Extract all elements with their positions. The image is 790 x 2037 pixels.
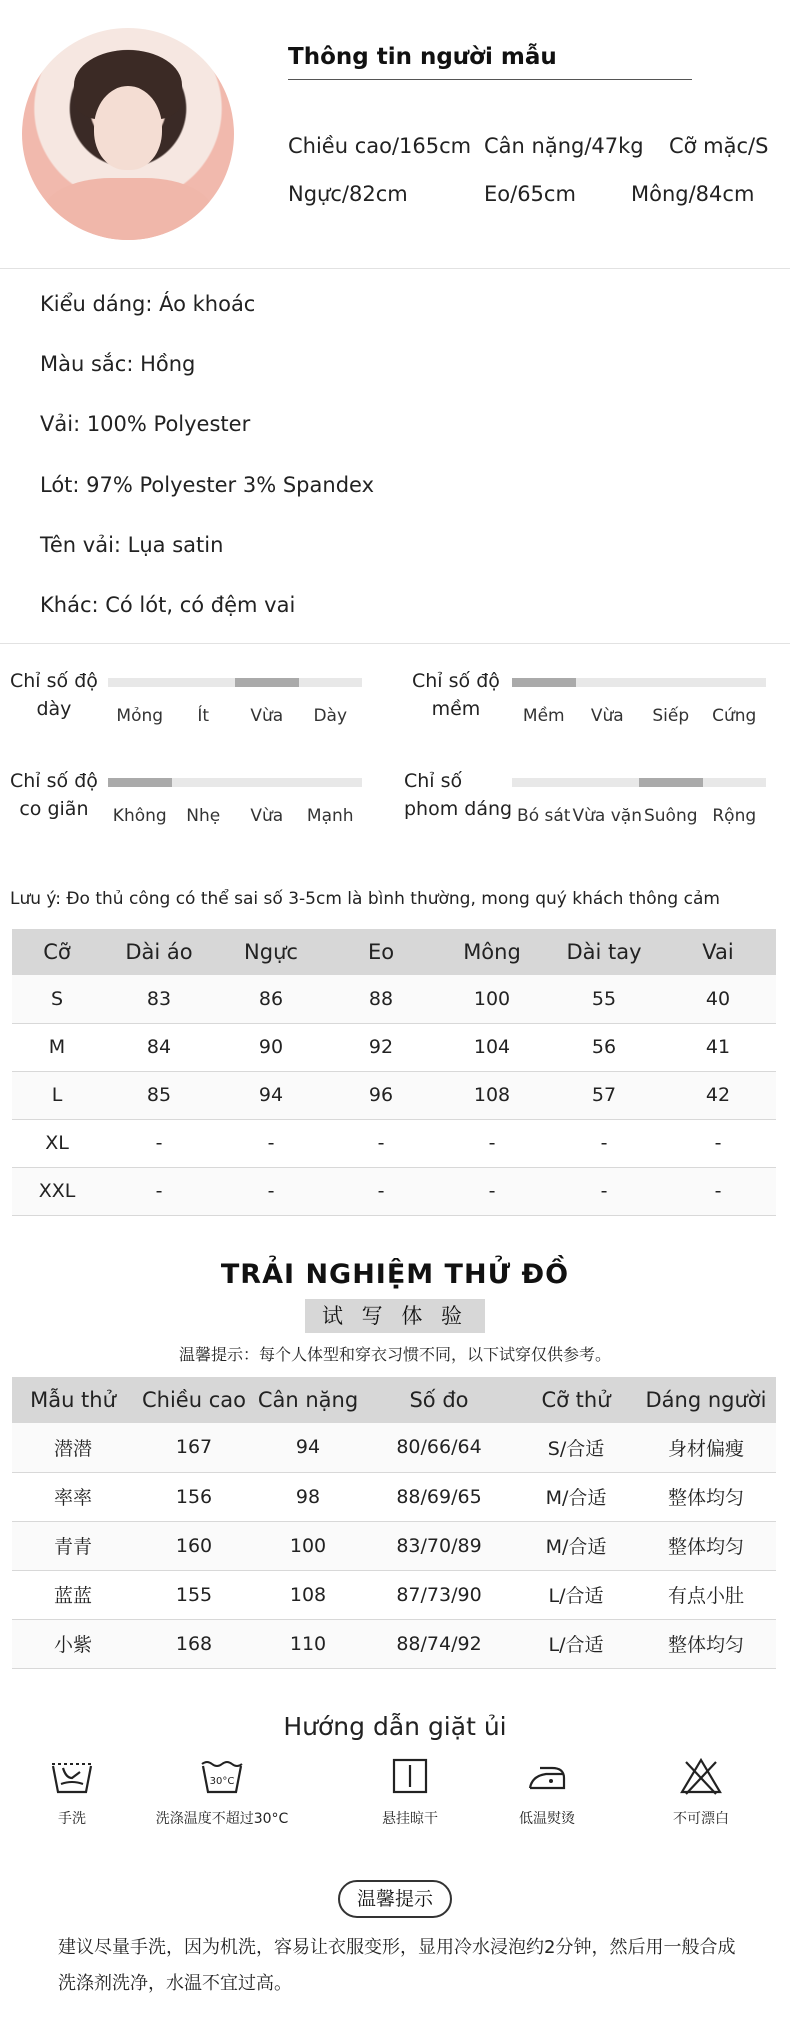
tip-text: 建议尽量手洗，因为机洗，容易让衣服变形，显用冷水浸泡约2分钟，然后用一般合成洗涤剂洗净，水温不宜过高。: [58, 1937, 736, 1994]
size-table-cell: 108: [436, 1071, 548, 1119]
tryon-table-cell: 身材偏瘦: [636, 1423, 776, 1472]
tryon-table-cell: 155: [134, 1570, 254, 1619]
size-table-cell: M: [12, 1023, 102, 1071]
gauge-selected-segment: [639, 778, 703, 787]
gauge-label-line2: dày: [36, 698, 72, 720]
tryon-table-cell: 94: [254, 1423, 362, 1472]
model-bust: Ngực/82cm: [288, 182, 408, 206]
attr-lining: Lót: 97% Polyester 3% Spandex: [40, 473, 375, 497]
gauge-selected-segment: [108, 778, 172, 787]
size-table-cell: 88: [326, 975, 436, 1023]
washing-title: Hướng dẫn giặt ủi: [283, 1712, 507, 1741]
gauge-option: Không: [112, 806, 167, 826]
section-divider: [0, 643, 790, 644]
hand-wash-icon: [49, 1756, 95, 1796]
wash-label-iron: 低温熨烫: [519, 1811, 575, 1827]
wash-label-hand: 手洗: [58, 1811, 86, 1827]
model-avatar: [22, 28, 234, 240]
size-table-cell: -: [216, 1119, 326, 1167]
gauge-track: [108, 778, 362, 787]
size-table-cell: -: [436, 1119, 548, 1167]
size-table-cell: XL: [12, 1119, 102, 1167]
size-table-cell: -: [326, 1167, 436, 1215]
gauge-label-line1: Chỉ số độ: [412, 670, 500, 692]
gauge-label-line2: mềm: [431, 698, 481, 720]
tryon-table-row: [12, 1570, 776, 1619]
tryon-table-cell: 有点小肚: [636, 1570, 776, 1619]
wash-item-iron: [477, 1756, 617, 1828]
size-table-header-cell: Mông: [436, 929, 548, 975]
gauge-option: Vừa vặn: [572, 806, 642, 826]
model-height: Chiều cao/165cm: [288, 134, 472, 158]
size-table-cell: -: [436, 1167, 548, 1215]
tryon-table-header-cell: Dáng người: [636, 1377, 776, 1423]
attr-other: Khác: Có lót, có đệm vai: [40, 593, 296, 617]
gauge-track: [108, 678, 362, 687]
tryon-table-cell: 青青: [12, 1521, 134, 1570]
gauge-option: Ít: [197, 706, 210, 726]
size-table-cell: 55: [548, 975, 660, 1023]
gauge-label: [10, 667, 98, 723]
size-table-row: [12, 975, 776, 1023]
gauge-option: Cứng: [712, 706, 757, 726]
size-table-cell: XXL: [12, 1167, 102, 1215]
size-table-cell: -: [548, 1167, 660, 1215]
size-table-cell: 85: [102, 1071, 216, 1119]
model-info-title: Thông tin người mẫu: [288, 44, 557, 70]
tryon-table-cell: 87/73/90: [362, 1570, 516, 1619]
tryon-table-cell: 168: [134, 1619, 254, 1668]
size-table-row: [12, 1071, 776, 1119]
gauge-option: Vừa: [250, 806, 284, 826]
tryon-table-header-cell: Chiều cao: [134, 1377, 254, 1423]
tryon-table-cell: M/合适: [516, 1472, 636, 1521]
gauge-label-line2: phom dáng: [404, 798, 513, 820]
low-iron-icon: [524, 1756, 570, 1796]
tryon-table-cell: 潜潜: [12, 1423, 134, 1472]
tryon-table-cell: L/合适: [516, 1570, 636, 1619]
tryon-table-cell: 蓝蓝: [12, 1570, 134, 1619]
gauge-option: Mạnh: [306, 806, 354, 826]
size-table-cell: -: [216, 1167, 326, 1215]
avatar-jacket: [42, 178, 214, 240]
size-table-cell: 84: [102, 1023, 216, 1071]
model-hip: Mông/84cm: [631, 182, 755, 206]
tryon-table-header-cell: Số đo: [362, 1377, 516, 1423]
tryon-table-cell: 110: [254, 1619, 362, 1668]
tryon-table-cell: 80/66/64: [362, 1423, 516, 1472]
tryon-table-cell: 83/70/89: [362, 1521, 516, 1570]
gauge-option: Suông: [643, 806, 698, 826]
size-table-cell: 104: [436, 1023, 548, 1071]
model-size: Cỡ mặc/S: [669, 134, 769, 158]
tryon-table-cell: 88/69/65: [362, 1472, 516, 1521]
size-table-header-cell: Cỡ: [12, 929, 102, 975]
size-table-cell: 92: [326, 1023, 436, 1071]
attr-style: Kiểu dáng: Áo khoác: [40, 292, 256, 316]
size-table-cell: -: [326, 1119, 436, 1167]
gauge-option: Nhẹ: [186, 806, 221, 826]
size-table-header-cell: Dài áo: [102, 929, 216, 975]
gauge-label-line2: co giãn: [19, 798, 89, 820]
size-table-cell: -: [102, 1119, 216, 1167]
model-waist: Eo/65cm: [484, 182, 576, 206]
tryon-table-row: [12, 1521, 776, 1570]
model-info-section: [0, 0, 790, 268]
gauge-option: Bó sát: [517, 806, 571, 826]
size-table: [12, 929, 776, 1216]
size-table-header-cell: Vai: [660, 929, 776, 975]
wash-label-30: 洗涤温度不超过30°C: [155, 1811, 289, 1827]
size-table-cell: -: [660, 1119, 776, 1167]
wash-label-hang: 悬挂晾干: [382, 1811, 438, 1827]
gauge-track: [512, 678, 766, 687]
tryon-table-header-cell: Cân nặng: [254, 1377, 362, 1423]
gauge-selected-segment: [512, 678, 576, 687]
tryon-table-cell: S/合适: [516, 1423, 636, 1472]
gauge-label: [412, 667, 500, 723]
gauge-option: Siếp: [652, 706, 690, 726]
tryon-table-cell: 率率: [12, 1472, 134, 1521]
size-table-row: [12, 1167, 776, 1215]
size-table-cell: -: [660, 1167, 776, 1215]
size-table-header-cell: Dài tay: [548, 929, 660, 975]
gauge-label-line1: Chỉ số độ: [10, 670, 98, 692]
size-table-cell: 96: [326, 1071, 436, 1119]
avatar-face: [94, 86, 162, 170]
wash-label-bleach: 不可漂白: [673, 1811, 729, 1827]
hang-dry-icon: [390, 1756, 430, 1796]
section-divider: [0, 268, 790, 269]
size-table-cell: 90: [216, 1023, 326, 1071]
tryon-title: TRẢI NGHIỆM THỬ ĐỒ: [220, 1259, 570, 1290]
tryon-table-cell: 整体均匀: [636, 1619, 776, 1668]
gauge-label-line1: Chỉ số: [404, 770, 463, 792]
gauge-option: Dày: [313, 706, 348, 726]
size-table-cell: 56: [548, 1023, 660, 1071]
size-table-cell: 57: [548, 1071, 660, 1119]
tryon-table-cell: L/合适: [516, 1619, 636, 1668]
attr-color: Màu sắc: Hồng: [40, 352, 196, 376]
size-table-cell: 40: [660, 975, 776, 1023]
wash-item-30: [152, 1756, 292, 1828]
size-note: Lưu ý: Đo thủ công có thể sai số 3-5cm là bình thường, mong quý khách thông cảm: [10, 889, 720, 909]
wash-item-hang: [340, 1756, 480, 1828]
size-table-header: [12, 929, 776, 975]
size-table-cell: 83: [102, 975, 216, 1023]
gauge-option: Rộng: [712, 806, 757, 826]
size-table-cell: 94: [216, 1071, 326, 1119]
attr-fabric-name: Tên vải: Lụa satin: [40, 533, 224, 557]
tryon-table-row: [12, 1619, 776, 1668]
size-table-cell: 86: [216, 975, 326, 1023]
gauge-selected-segment: [235, 678, 299, 687]
size-table-row: [12, 1119, 776, 1167]
gauge-label: [404, 767, 512, 823]
size-table-cell: S: [12, 975, 102, 1023]
tryon-table-header-cell: Cỡ thử: [516, 1377, 636, 1423]
gauge-option: Mềm: [522, 706, 565, 726]
tryon-table-cell: 整体均匀: [636, 1472, 776, 1521]
model-title-rule: [288, 79, 692, 80]
size-table-cell: -: [102, 1167, 216, 1215]
gauge-label-line1: Chỉ số độ: [10, 770, 98, 792]
wash-item-hand: [2, 1756, 142, 1828]
size-table-header-cell: Eo: [326, 929, 436, 975]
tryon-table-cell: 160: [134, 1521, 254, 1570]
tryon-table-cell: 88/74/92: [362, 1619, 516, 1668]
tryon-table-row: [12, 1472, 776, 1521]
tryon-table-cell: 整体均匀: [636, 1521, 776, 1570]
wash-30-icon: [199, 1756, 245, 1796]
size-table-row: [12, 1023, 776, 1071]
size-table-cell: 42: [660, 1071, 776, 1119]
gauge-track: [512, 778, 766, 787]
tryon-subtitle: 试 写 体 验: [305, 1299, 485, 1333]
gauge-label: [10, 767, 98, 823]
gauge-option: Vừa: [590, 706, 624, 726]
tryon-table-cell: 156: [134, 1472, 254, 1521]
no-bleach-icon: [678, 1756, 724, 1796]
model-weight: Cân nặng/47kg: [484, 134, 644, 158]
tryon-table-cell: 167: [134, 1423, 254, 1472]
size-table-header-cell: Ngực: [216, 929, 326, 975]
tip-title-badge: 温馨提示: [338, 1880, 452, 1918]
tryon-table-cell: 100: [254, 1521, 362, 1570]
attr-fabric: Vải: 100% Polyester: [40, 412, 251, 436]
wash-item-bleach: [631, 1756, 771, 1828]
size-table-cell: 100: [436, 975, 548, 1023]
tryon-note: 温馨提示：每个人体型和穿衣习惯不同，以下试穿仅供参考。: [178, 1345, 611, 1364]
gauge-option: Vừa: [250, 706, 284, 726]
tryon-table-cell: 108: [254, 1570, 362, 1619]
tryon-table-row: [12, 1423, 776, 1472]
tryon-table-header-cell: Mẫu thử: [12, 1377, 134, 1423]
wash-30-icon-text: 30°C: [209, 1776, 235, 1787]
tryon-table-header: [12, 1377, 776, 1423]
size-table-cell: L: [12, 1071, 102, 1119]
tryon-table: [12, 1377, 776, 1669]
gauge-option: Mỏng: [116, 706, 164, 726]
size-table-cell: 41: [660, 1023, 776, 1071]
tryon-table-cell: 小紫: [12, 1619, 134, 1668]
tryon-table-cell: 98: [254, 1472, 362, 1521]
tryon-table-cell: M/合适: [516, 1521, 636, 1570]
size-table-cell: -: [548, 1119, 660, 1167]
